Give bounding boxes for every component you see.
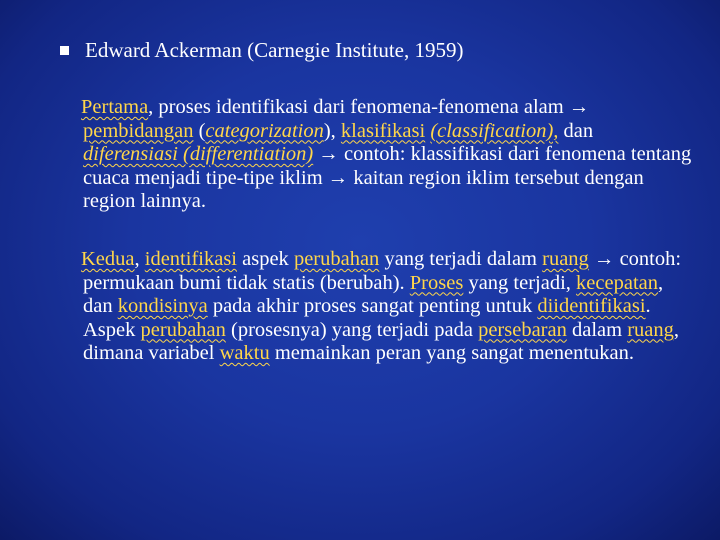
paragraph-pertama [83, 96, 693, 214]
highlighted-term: ruang [627, 318, 674, 341]
text-run: dan [558, 119, 594, 142]
text-run: ), [323, 119, 341, 142]
text-run: , dimana variabel [83, 318, 679, 364]
highlighted-term: (classification), [430, 119, 559, 142]
highlighted-term: diferensiasi (differentiation) [83, 143, 314, 165]
highlighted-term: perubahan [293, 248, 380, 270]
highlighted-term: ruang [542, 248, 589, 270]
text-run: → contoh: klassifikasi dari fenomena tentang cuaca menjadi tipe-tipe iklim → kaitan region iklim tersebut dengan region lainnya. [83, 143, 692, 212]
text-run: dalam [566, 318, 628, 341]
highlighted-term: Proses [409, 271, 464, 294]
highlighted-term: pembidangan [83, 119, 194, 142]
highlighted-term: diidentifikasi [537, 295, 646, 317]
text-run: ( [193, 119, 206, 142]
text-run: , [134, 248, 145, 270]
text-run: , dan [83, 271, 664, 317]
text-run: , proses identifikasi dari fenomena-fenomena alam → [148, 96, 590, 118]
text-run: (prosesnya) yang terjadi pada [225, 318, 479, 341]
text-run: memainkan peran yang sangat menentukan. [269, 342, 635, 364]
paragraph-kedua [83, 248, 693, 366]
text-run: . Aspek [83, 295, 651, 341]
highlighted-term: Kedua [81, 248, 135, 270]
highlighted-term: perubahan [140, 318, 226, 341]
highlighted-term: kondisinya [117, 295, 208, 317]
highlighted-term: persebaran [478, 318, 567, 341]
highlighted-term: kecepatan [576, 271, 658, 294]
text-run: aspek [237, 248, 294, 270]
text-run: pada akhir proses sangat penting untuk [207, 295, 538, 317]
square-bullet-icon [60, 46, 69, 55]
text-run: yang terjadi dalam [379, 248, 543, 270]
highlighted-term: identifikasi [144, 248, 237, 270]
text-run: yang terjadi, [463, 271, 577, 294]
highlighted-term: categorization [205, 119, 324, 142]
bullet-item [60, 36, 463, 64]
highlighted-term: Pertama [81, 96, 149, 118]
text-run: → contoh: permukaan bumi tidak statis (berubah). [83, 248, 682, 294]
highlighted-term: klasifikasi [340, 119, 426, 142]
bullet-text: Edward Ackerman (Carnegie Institute, 1959) [85, 38, 464, 62]
highlighted-term: waktu [219, 342, 270, 364]
